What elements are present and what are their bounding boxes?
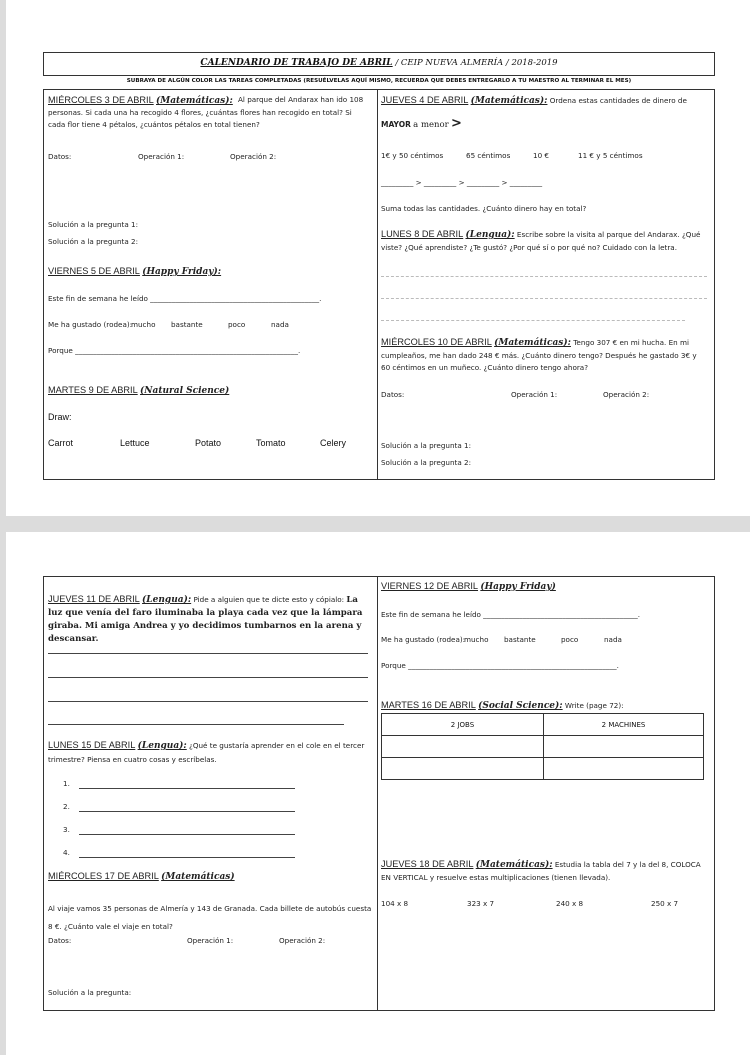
mult-op: 250 x 7 [651,899,679,908]
amount: 11 € y 5 céntimos [578,151,643,160]
jobs-machines-table [381,713,704,780]
mie10-sol2: Solución a la pregunta 2: [381,458,472,467]
vie12-option: bastante [504,635,536,644]
mie10-sol1: Solución a la pregunta 1: [381,441,472,450]
jobs-header: 2 JOBS [382,714,544,736]
mie3-sol1: Solución a la pregunta 1: [48,220,139,229]
vie12-liked: Me ha gustado (rodea): [381,635,466,644]
amount: 10 € [533,151,550,160]
table-cell [382,736,544,758]
mult-op: 240 x 8 [556,899,584,908]
vie5-option: mucho [131,320,156,329]
writing-line [48,724,344,725]
writing-line [381,320,685,321]
mie3-text: Al parque del Andarax han ido 108 personas. Si cada una ha recogido 4 flores, ¿cuántas flores han recogido en total? Si cada flor tiene 4 pétalos, ¿cuántos pétalos en total tienen? [48,95,364,129]
mar9-heading: MARTES 9 DE ABRIL (Natural Science) [48,385,230,396]
amount: 1€ y 50 céntimos [381,151,444,160]
veg-label: Celery [320,438,347,448]
instruction: SUBRAYA DE ALGÚN COLOR LAS TAREAS COMPLETADAS (RESUÉLVELAS AQUÍ MISMO, RECUERDA QUE DEBES ENTREGARLO A TU MAESTRO AL TERMINAR EL MES) [126,78,632,84]
mult-op: 104 x 8 [381,899,409,908]
vie12-option: mucho [464,635,489,644]
mie17-op1: Operación 1: [187,936,234,945]
mie17-datos: Datos: [48,936,72,945]
table-cell [544,736,704,758]
writing-line [48,653,368,654]
jue4-heading: JUEVES 4 DE ABRIL (Matemáticas): Ordena estas cantidades de dinero de [381,95,687,106]
mult-op: 323 x 7 [467,899,495,908]
mie3-datos: Datos: [48,152,72,161]
mie10-op2: Operación 2: [603,390,650,399]
writing-line [381,276,707,277]
tasks-grid [43,89,715,480]
worksheet-page-2 [6,532,750,1055]
veg-label: Lettuce [120,438,150,448]
jue4-sum: Suma todas las cantidades. ¿Cuánto dinero hay en total? [381,204,587,213]
jue11-block: JUEVES 11 DE ABRIL (Lengua): Pide a alguien que te dicte esto y cópialo: La luz que venía del faro iluminaba la playa cada vez que la lámpara giraba. Mi amiga Andrea y yo decidimos tumbarnos en la arena y descansar. [48,594,363,644]
vie5-heading: VIERNES 5 DE ABRIL (Happy Friday): [48,266,222,277]
mie17-text: Al viaje vamos 35 personas de Almería y 143 de Granada. Cada billete de autobús cuesta 8 €. ¿Cuánto vale el viaje en total? [48,904,372,931]
amount: 65 céntimos [466,151,511,160]
veg-label: Potato [195,438,222,448]
vie5-read: Este fin de semana he leído _______________________________________________. [48,294,322,303]
vie5-option: bastante [171,320,203,329]
writing-line [79,834,295,835]
worksheet-page-1 [6,0,750,516]
lun8-block: LUNES 8 DE ABRIL (Lengua): Escribe sobre la visita al parque del Andarax. ¿Qué viste? ¿Qué aprendiste? ¿Te gustó? ¿Por qué sí o por qué no? Cuidado con la letra. [381,229,701,252]
vie12-because: Porque __________________________________________________________. [381,661,619,670]
table-cell [382,758,544,780]
vie5-option: poco [228,320,246,329]
veg-label: Carrot [48,438,74,448]
jue18-block: JUEVES 18 DE ABRIL (Matemáticas): Estudia la tabla del 7 y la del 8, COLOCA EN VERTICAL y resuelve estas multiplicaciones (tienen llevada). [381,859,701,882]
jue4-order: MAYOR a menor > [381,116,462,131]
lun15-item: 1. [63,779,70,788]
title-box [43,52,715,76]
vie12-option: poco [561,635,579,644]
writing-line [381,298,707,299]
mie17-op2: Operación 2: [279,936,326,945]
lun15-item: 4. [63,848,70,857]
writing-line [48,701,368,702]
vie12-heading: VIERNES 12 DE ABRIL (Happy Friday) [381,581,556,592]
vie5-option: nada [271,320,289,329]
page-title: CALENDARIO DE TRABAJO DE ABRIL / CEIP NUEVA ALMERÍA / 2018-2019 [200,58,558,68]
vie5-because: Porque ______________________________________________________________. [48,346,301,355]
mie17-sol: Solución a la pregunta: [48,988,132,997]
column-divider [377,576,378,1011]
mar9-draw: Draw: [48,412,72,422]
mie10-op1: Operación 1: [511,390,558,399]
vie12-option: nada [604,635,622,644]
column-divider [377,89,378,480]
writing-line [79,857,295,858]
mie3-op1: Operación 1: [138,152,185,161]
table-cell [544,758,704,780]
jue4-blanks: _________ > _________ > _________ > _________ [381,178,543,187]
writing-line [79,811,295,812]
mie10-datos: Datos: [381,390,405,399]
writing-line [79,788,295,789]
writing-line [48,677,368,678]
machines-header: 2 MACHINES [544,714,704,736]
veg-label: Tomato [256,438,286,448]
lun15-item: 2. [63,802,70,811]
mie17-heading: MIÉRCOLES 17 DE ABRIL (Matemáticas) [48,871,235,882]
mie10-block: MIÉRCOLES 10 DE ABRIL (Matemáticas): Tengo 307 € en mi hucha. En mi cumpleaños, me han dado 248 € más. ¿Cuánto dinero tengo? Después he gastado 3€ y 60 céntimos en un muñeco. ¿Cuánto dinero tengo ahora? [381,337,697,372]
mie3-heading: MIÉRCOLES 3 DE ABRIL (Matemáticas): [48,95,233,106]
vie12-read: Este fin de semana he leído ___________________________________________. [381,610,641,619]
lun15-item: 3. [63,825,70,834]
lun15-block: LUNES 15 DE ABRIL (Lengua): ¿Qué te gustaría aprender en el cole en el tercer trimestre? Piensa en cuatro cosas y escríbelas. [48,740,365,764]
mie3-op2: Operación 2: [230,152,277,161]
mie3-sol2: Solución a la pregunta 2: [48,237,139,246]
mar16-heading: MARTES 16 DE ABRIL (Social Science): Write (page 72): [381,700,624,711]
vie5-liked: Me ha gustado (rodea): [48,320,133,329]
